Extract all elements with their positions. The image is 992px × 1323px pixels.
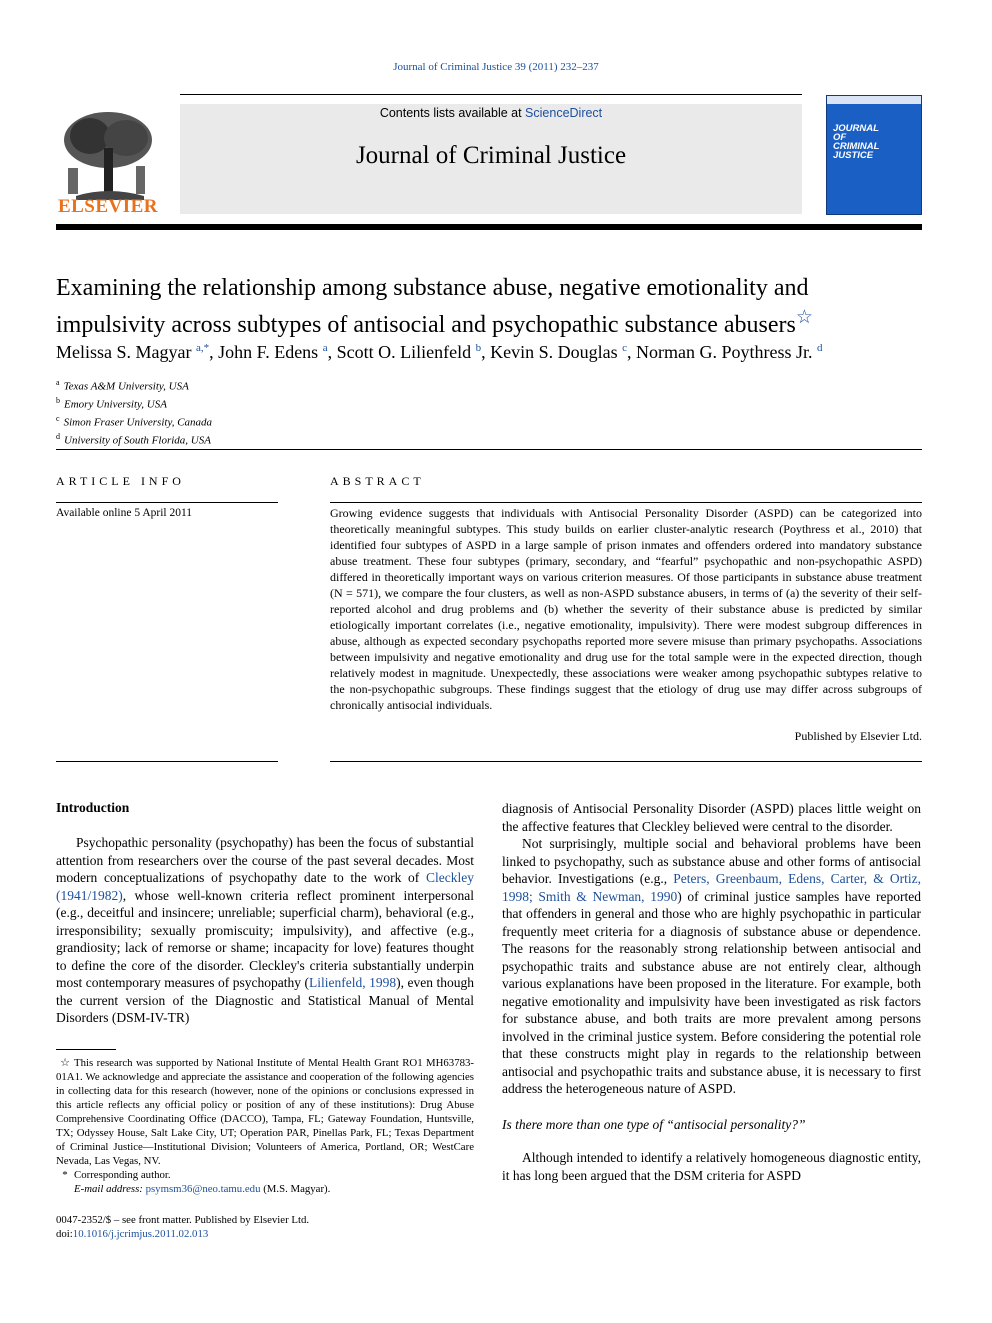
subsection-heading: Is there more than one type of “antisocial personality?”	[502, 1116, 806, 1132]
doi-link[interactable]: 10.1016/j.jcrimjus.2011.02.013	[72, 1228, 209, 1240]
affiliation-divider	[56, 449, 922, 450]
email-suffix: (M.S. Magyar).	[263, 1183, 331, 1195]
funding-text: This research was supported by National Institute of Mental Health Grant RO1 MH63783-01A1. We acknowledge and appreciate the assistance and cooperation of the following agencies in collecting data for this research (however, none of the opinions or conclusions expressed in this article reflects any official policy or position of any of these institutions): Drug Abuse Comprehensive Coordinating Office (DACCO), Tampa, FL; Gateway Foundation, Huntsville, TX; Odyssey House, Salt Lake City, UT; Operation PAR, Pinellas Park, FL; Texas Department of Criminal Justice—Institutional Division; Volunteers of America, Portland, OR; WestCare Nevada, Las Vegas, NV.	[56, 1057, 474, 1167]
corresponding-mark: *	[62, 1169, 68, 1181]
affiliation-item	[56, 430, 212, 448]
paragraph	[56, 834, 474, 1027]
right-column-text	[502, 800, 921, 1184]
affiliation-item	[56, 412, 212, 430]
author-name: Kevin S. Douglas	[490, 342, 618, 362]
email-label: E-mail address:	[74, 1183, 143, 1195]
affiliation-mark: b	[56, 396, 60, 406]
article-info-heading: ARTICLE INFO	[56, 474, 185, 488]
abstract-rule	[330, 502, 922, 503]
author-name: John F. Edens	[218, 342, 319, 362]
corresponding-text: Corresponding author.	[74, 1169, 171, 1181]
front-matter-info	[56, 1213, 309, 1241]
doi-line	[56, 1227, 309, 1241]
cover-top-bar	[827, 96, 921, 104]
elsevier-wordmark: ELSEVIER	[57, 196, 159, 217]
issn-line: 0047-2352/$ – see front matter. Published by Elsevier Ltd.	[56, 1214, 310, 1226]
left-column-text	[56, 834, 474, 1027]
published-by: Published by Elsevier Ltd.	[794, 729, 922, 743]
author-affil-mark[interactable]: c	[622, 342, 627, 354]
abstract-heading: ABSTRACT	[330, 474, 425, 488]
email-footnote	[56, 1182, 474, 1196]
funding-footnote	[56, 1056, 474, 1168]
article-title-text: Examining the relationship among substance abuse, negative emotionality and impulsivity across subtypes of antisocial and psychopathic substance abusers	[56, 275, 809, 338]
doi-label: doi:	[56, 1228, 73, 1240]
author-affil-mark[interactable]: a,*	[195, 342, 210, 354]
author-name: Norman G. Poythress Jr.	[635, 342, 813, 362]
footnote-rule	[56, 1049, 116, 1050]
author-list: Melissa S. Magyar $^{a,*}$, John F. Edens $^a$, Scott O. Lilienfeld $^b$, Kevin S. Douglas $^c$, Norman G. Poythress Jr. $^d$	[56, 342, 823, 362]
text-run: Not surprisingly, multiple social and behavioral problems have been linked to psychopathy, such as substance abuse and other forms of antisocial behavior. Investigations (e.g.,	[502, 836, 921, 886]
affiliation-mark: a	[56, 378, 60, 387]
footnotes	[56, 1056, 474, 1196]
paragraph: diagnosis of Antisocial Personality Disorder (ASPD) places little weight on the affective features that Cleckley believed were central to the disorder.	[502, 801, 921, 834]
affiliation-item	[56, 394, 212, 412]
abstract-bottom-rule	[330, 761, 922, 762]
reference-link[interactable]: Peters, Greenbaum, Edens, Carter, & Ortiz, 1998; Smith & Newman, 1990	[502, 871, 921, 904]
author-name: Melissa S. Magyar	[56, 342, 192, 362]
header-top-rule	[180, 94, 802, 95]
header-thick-rule	[56, 224, 922, 230]
affiliation-text: Simon Fraser University, Canada	[63, 416, 213, 429]
author-affil-mark[interactable]: a	[322, 342, 328, 354]
title-footnote-star-icon[interactable]: ☆	[795, 307, 813, 328]
journal-cover-image	[826, 95, 922, 215]
author-affil-mark[interactable]: d	[816, 342, 823, 354]
affiliation-mark: d	[56, 432, 60, 442]
text-run: Psychopathic personality (psychopathy) has been the focus of substantial attention from researchers over the course of the past several decades. Most modern conceptualizations of psychopathy date to the work of	[56, 835, 474, 885]
affiliation-text: Emory University, USA	[64, 398, 167, 411]
affiliation-item	[56, 376, 212, 394]
introduction-heading: Introduction	[56, 800, 130, 815]
journal-name: Journal of Criminal Justice	[355, 142, 627, 169]
affiliation-text: Texas A&M University, USA	[63, 380, 189, 393]
author-name: Scott O. Lilienfeld	[336, 342, 472, 362]
article-info-bottom-rule	[56, 761, 278, 762]
affiliation-list	[56, 376, 212, 449]
contents-line	[180, 106, 802, 120]
cover-title: JOURNAL OF CRIMINAL JUSTICE	[833, 123, 880, 161]
corresponding-footnote	[56, 1168, 474, 1182]
affiliation-text: University of South Florida, USA	[64, 435, 211, 448]
article-info-rule	[56, 502, 278, 503]
sciencedirect-link[interactable]: ScienceDirect	[525, 106, 603, 120]
text-run: ), even though the current version of the Diagnostic and Statistical Manual of Mental Disorders (DSM-IV-TR)	[56, 975, 475, 1025]
contents-prefix: Contents lists available at	[379, 106, 526, 120]
affiliation-mark: c	[56, 414, 60, 424]
text-run: ) of criminal justice samples have reported that offenders in general and those who are highly psychopathic in particular frequently meet criteria for a diagnosis of substance abuse or dependence. The reasons for the reasonably strong relationship between antisocial and psychopathic traits and substance abuse are not entirely clear, although various explanations have been proposed in the literature. For example, both negative emotionality and impulsivity have been investigated as risk factors for substance abuse, and both traits are more prevalent among persons involved in the criminal justice system. Before considering the potential role that these constructs might play in regards to the relationship between antisocial and psychopathic traits and substance abuse, it is necessary to first address the heterogeneous nature of ASPD.	[502, 888, 921, 1096]
reference-link[interactable]: Lilienfeld, 1998	[309, 975, 397, 990]
abstract-text: Growing evidence suggests that individuals with Antisocial Personality Disorder (ASPD) can be categorized into theoretically meaningful subtypes. This study builds on earlier cluster-analytic research (Poythress et al., 2010) that identified four subtypes of ASPD in a large sample of prison inmates and offenders ordered into mandatory substance abuse treatment. These four subtypes (primary, secondary, and “fearful” psychopathic and non-psychopathic ASPD) differed in theoretically important ways on various criterion measures. Of those participants in substance abuse treatment (N = 571), we compare the four clusters, as well as non-ASPD substance abusers, in terms of (a) the severity of their self-reported alcohol and drug problems and (b) whether the severity of their substance abuse is predicted by similar etiologically important correlates (i.e., negative emotionality, impulsivity). There were modest subgroup differences in abuse, although as expected secondary psychopaths reported more severe misuse than primary psychopaths. Associations between impulsivity and negative emotionality and drug use for the total sample were in the expected direction, though relatively modest in magnitude. Unexpectedly, these associations were weaker among psychopathic subtypes relative to the non-psychopathic subgroups. These findings suggest that the etiology of drug use may differ across subgroups of chronically antisocial individuals.	[330, 506, 922, 712]
paragraph	[502, 835, 921, 1098]
email-link[interactable]: psymsm36@neo.tamu.edu	[145, 1183, 261, 1195]
paragraph: Although intended to identify a relatively homogeneous diagnostic entity, it has long been argued that the DSM criteria for ASPD	[502, 1150, 921, 1183]
journal-citation[interactable]: Journal of Criminal Justice 39 (2011) 232–237	[393, 61, 599, 73]
text-run: , whose well-known criteria reflect prominent interpersonal (e.g., deceitful and insincere; unreliable; superficial charm), behavioral (e.g., irresponsibility; sexually promiscuity; impulsivity), and affective (e.g., grandiosity; lack of remorse or shame; incapacity for love) features thought to define the core of the disorder. Cleckley's criteria substantially underpin most contemporary measures of psychopathy (	[56, 887, 474, 990]
available-online-date: Available online 5 April 2011	[56, 507, 193, 519]
author-affil-mark[interactable]: b	[475, 342, 482, 354]
reference-link[interactable]: Cleckley (1941/1982)	[56, 870, 474, 903]
footnote-star-icon: ☆	[60, 1057, 70, 1069]
article-title	[56, 274, 922, 340]
